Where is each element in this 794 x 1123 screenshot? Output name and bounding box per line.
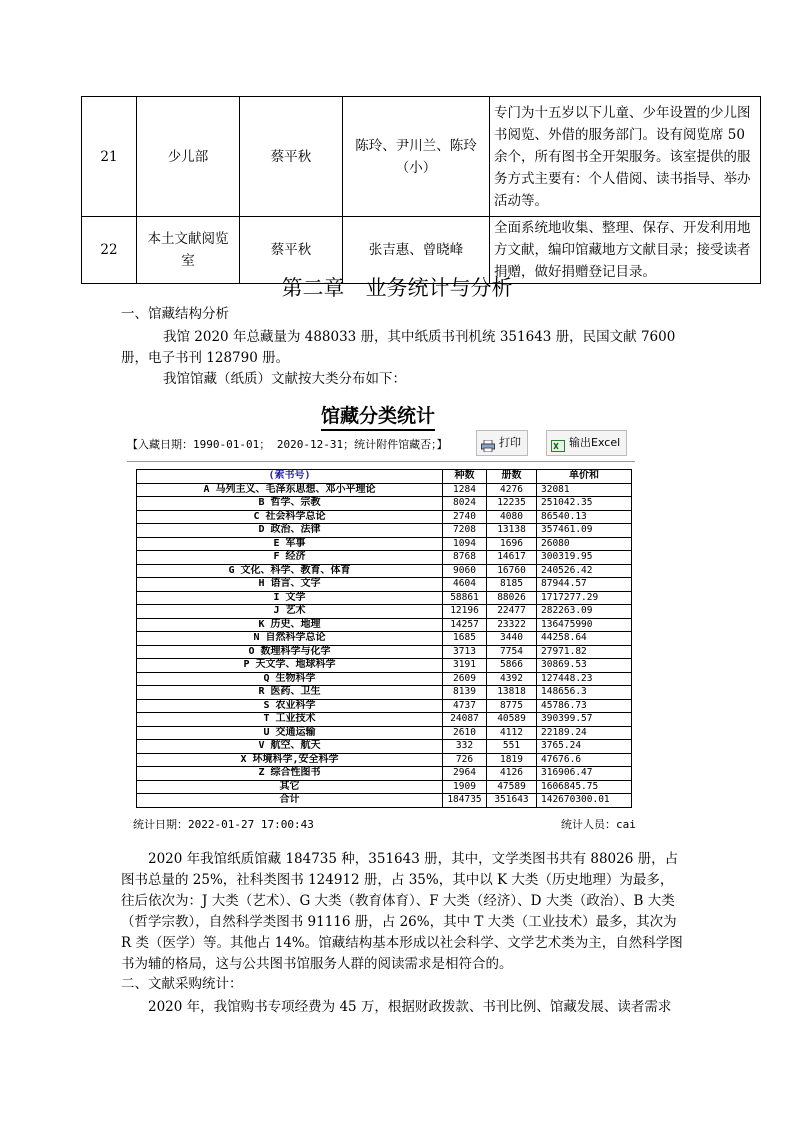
category-cell: H 语言、文字 xyxy=(137,578,443,592)
column-header-price-sum: 单价和 xyxy=(537,470,632,484)
table-row xyxy=(137,578,632,592)
category-cell: D 政治、法律 xyxy=(137,524,443,538)
row-number: 21 xyxy=(82,97,137,217)
category-cell: I 文学 xyxy=(137,591,443,605)
titles-cell: 1685 xyxy=(443,632,487,646)
excel-icon xyxy=(551,437,565,449)
department-staff: 陈玲、尹川兰、陈玲（小） xyxy=(343,97,490,217)
volumes-cell: 23322 xyxy=(487,618,537,632)
price-sum-cell: 148656.3 xyxy=(537,686,632,700)
price-sum-cell: 45786.73 xyxy=(537,699,632,713)
category-cell: 合计 xyxy=(137,794,443,808)
paragraph-analysis: 2020 年我馆纸质馆藏 184735 种，351643 册，其中，文学类图书共有 88026 册，占图书总量的 25%，社科类图书 124912 册，占 35%，其中以 K 大类（历史地理）为最多，往后依次为：J 大类（艺术）、G 大类（教育体育）、F 大类（经济）、D 大类（政治）、B 大类（哲学宗教），自然科学类图书 91116 册，占 26%，其中 T 大类（工业技术）最多，其次为 R 类（医学）等。其他占 14%。馆藏结构基本形成以社会科学、文学艺术类为主，自然科学图书为辅的格局，这与公共图书馆服务人群的阅读需求是相符合的。 xyxy=(121,851,683,972)
department-head: 蔡平秋 xyxy=(240,217,343,284)
table-row xyxy=(137,524,632,538)
price-sum-cell: 142670300.01 xyxy=(537,794,632,808)
titles-cell: 7208 xyxy=(443,524,487,538)
section-heading-2: 二、文献采购统计： xyxy=(121,976,243,992)
department-table xyxy=(81,96,761,284)
price-sum-cell: 390399.57 xyxy=(537,713,632,727)
column-header-call-number[interactable]: (索书号) xyxy=(137,470,443,484)
titles-cell: 12196 xyxy=(443,605,487,619)
table-row xyxy=(137,591,632,605)
table-row xyxy=(137,780,632,794)
price-sum-cell: 44258.64 xyxy=(537,632,632,646)
table-row xyxy=(137,699,632,713)
volumes-cell: 14617 xyxy=(487,551,537,565)
titles-cell: 332 xyxy=(443,740,487,754)
price-sum-cell: 136475990 xyxy=(537,618,632,632)
category-cell: 其它 xyxy=(137,780,443,794)
volumes-cell: 8185 xyxy=(487,578,537,592)
column-header-volumes: 册数 xyxy=(487,470,537,484)
price-sum-cell: 1717277.29 xyxy=(537,591,632,605)
table-row xyxy=(137,510,632,524)
volumes-cell: 13818 xyxy=(487,686,537,700)
table-row xyxy=(82,97,761,217)
volumes-cell: 7754 xyxy=(487,645,537,659)
category-cell: E 军事 xyxy=(137,537,443,551)
volumes-cell: 40589 xyxy=(487,713,537,727)
table-row xyxy=(137,713,632,727)
category-cell: A 马列主义、毛泽东思想、邓小平理论 xyxy=(137,483,443,497)
volumes-cell: 47589 xyxy=(487,780,537,794)
volumes-cell: 4080 xyxy=(487,510,537,524)
table-row xyxy=(137,726,632,740)
section-heading-1: 一、馆藏结构分析 xyxy=(121,306,229,322)
print-label: 打印 xyxy=(499,436,521,449)
statistics-date: 统计日期：2022-01-27 17:00:43 xyxy=(133,818,314,831)
classification-table xyxy=(136,469,632,808)
titles-cell: 24087 xyxy=(443,713,487,727)
category-cell: B 哲学、宗教 xyxy=(137,497,443,511)
volumes-cell: 4392 xyxy=(487,672,537,686)
titles-cell: 58861 xyxy=(443,591,487,605)
volumes-cell: 351643 xyxy=(487,794,537,808)
volumes-cell: 3440 xyxy=(487,632,537,646)
volumes-cell: 22477 xyxy=(487,605,537,619)
category-cell: X 环境科学,安全科学 xyxy=(137,753,443,767)
category-cell: F 经济 xyxy=(137,551,443,565)
table-header-row xyxy=(137,470,632,484)
statistics-person: 统计人员：cai xyxy=(561,818,636,831)
price-sum-cell: 86540.13 xyxy=(537,510,632,524)
category-cell: K 历史、地理 xyxy=(137,618,443,632)
print-button[interactable] xyxy=(476,430,528,456)
table-row xyxy=(137,618,632,632)
category-cell: O 数理科学与化学 xyxy=(137,645,443,659)
row-number: 22 xyxy=(82,217,137,284)
volumes-cell: 1819 xyxy=(487,753,537,767)
table-row xyxy=(137,767,632,781)
category-cell: P 天文学、地球科学 xyxy=(137,659,443,673)
table-row xyxy=(137,753,632,767)
price-sum-cell: 357461.09 xyxy=(537,524,632,538)
table-row xyxy=(137,686,632,700)
titles-cell: 9060 xyxy=(443,564,487,578)
volumes-cell: 4112 xyxy=(487,726,537,740)
table-row xyxy=(137,551,632,565)
department-head: 蔡平秋 xyxy=(240,97,343,217)
table-row xyxy=(137,740,632,754)
titles-cell: 8768 xyxy=(443,551,487,565)
price-sum-cell: 316906.47 xyxy=(537,767,632,781)
volumes-cell: 551 xyxy=(487,740,537,754)
titles-cell: 1284 xyxy=(443,483,487,497)
price-sum-cell: 240526.42 xyxy=(537,564,632,578)
price-sum-cell: 1606845.75 xyxy=(537,780,632,794)
category-cell: N 自然科学总论 xyxy=(137,632,443,646)
price-sum-cell: 47676.6 xyxy=(537,753,632,767)
titles-cell: 14257 xyxy=(443,618,487,632)
export-excel-button[interactable] xyxy=(546,430,627,456)
price-sum-cell: 3765.24 xyxy=(537,740,632,754)
divider xyxy=(127,461,635,462)
table-row xyxy=(137,483,632,497)
titles-cell: 3191 xyxy=(443,659,487,673)
price-sum-cell: 282263.09 xyxy=(537,605,632,619)
titles-cell: 1094 xyxy=(443,537,487,551)
price-sum-cell: 27971.82 xyxy=(537,645,632,659)
titles-cell: 2964 xyxy=(443,767,487,781)
volumes-cell: 4126 xyxy=(487,767,537,781)
category-cell: U 交通运输 xyxy=(137,726,443,740)
chapter-title: 第二章 业务统计与分析 xyxy=(281,276,513,300)
category-cell: Q 生物科学 xyxy=(137,672,443,686)
titles-cell: 3713 xyxy=(443,645,487,659)
export-label: 输出Excel xyxy=(569,436,621,449)
category-cell: C 社会科学总论 xyxy=(137,510,443,524)
price-sum-cell: 87944.57 xyxy=(537,578,632,592)
volumes-cell: 8775 xyxy=(487,699,537,713)
volumes-cell: 88026 xyxy=(487,591,537,605)
price-sum-cell: 127448.23 xyxy=(537,672,632,686)
table-row xyxy=(137,564,632,578)
titles-cell: 4604 xyxy=(443,578,487,592)
volumes-cell: 1696 xyxy=(487,537,537,551)
volumes-cell: 12235 xyxy=(487,497,537,511)
table-row xyxy=(137,672,632,686)
volumes-cell: 13138 xyxy=(487,524,537,538)
price-sum-cell: 32081 xyxy=(537,483,632,497)
table-row xyxy=(137,497,632,511)
price-sum-cell: 30869.53 xyxy=(537,659,632,673)
department-name: 少儿部 xyxy=(137,97,240,217)
paragraph-procurement: 2020 年，我馆购书专项经费为 45 万，根据财政拨款、书刊比例、馆藏发展、读者需求 xyxy=(148,999,672,1015)
titles-cell: 8139 xyxy=(443,686,487,700)
paragraph-intro: 我馆馆藏（纸质）文献按大类分布如下： xyxy=(163,371,406,387)
category-cell: Z 综合性图书 xyxy=(137,767,443,781)
titles-cell: 1909 xyxy=(443,780,487,794)
titles-cell: 184735 xyxy=(443,794,487,808)
titles-cell: 2609 xyxy=(443,672,487,686)
table-row xyxy=(137,632,632,646)
price-sum-cell: 300319.95 xyxy=(537,551,632,565)
category-cell: G 文化、科学、教育、体育 xyxy=(137,564,443,578)
table-row xyxy=(137,605,632,619)
table-row xyxy=(137,645,632,659)
paragraph-holdings: 我馆 2020 年总藏量为 488033 册，其中纸质书刊机统 351643 册，民国文献 7600 册，电子书刊 128790 册。 xyxy=(121,329,676,366)
category-cell: T 工业技术 xyxy=(137,713,443,727)
department-name: 本土文献阅览室 xyxy=(137,217,240,284)
department-staff: 张吉惠、曾晓峰 xyxy=(343,217,490,284)
date-range: 【入藏日期：1990-01-01； 2020-12-31；统计附件馆藏否；】 xyxy=(127,438,448,451)
titles-cell: 2740 xyxy=(443,510,487,524)
figure-title: 馆藏分类统计 xyxy=(321,403,435,431)
titles-cell: 8024 xyxy=(443,497,487,511)
volumes-cell: 5866 xyxy=(487,659,537,673)
table-row xyxy=(137,794,632,808)
table-row xyxy=(137,659,632,673)
titles-cell: 726 xyxy=(443,753,487,767)
category-cell: J 艺术 xyxy=(137,605,443,619)
volumes-cell: 16760 xyxy=(487,564,537,578)
column-header-titles: 种数 xyxy=(443,470,487,484)
department-description: 全面系统地收集、整理、保存、开发利用地方文献，编印馆藏地方文献目录；接受读者捐赠，做好捐赠登记目录。 xyxy=(490,217,761,284)
department-description: 专门为十五岁以下儿童、少年设置的少儿图书阅览、外借的服务部门。设有阅览席 50 余个，所有图书全开架服务。该室提供的服务方式主要有：个人借阅、读书指导、举办活动等。 xyxy=(490,97,761,217)
price-sum-cell: 22189.24 xyxy=(537,726,632,740)
titles-cell: 2610 xyxy=(443,726,487,740)
volumes-cell: 4276 xyxy=(487,483,537,497)
category-cell: S 农业科学 xyxy=(137,699,443,713)
table-row xyxy=(137,537,632,551)
printer-icon xyxy=(481,437,495,449)
category-cell: V 航空、航天 xyxy=(137,740,443,754)
price-sum-cell: 26080 xyxy=(537,537,632,551)
price-sum-cell: 251042.35 xyxy=(537,497,632,511)
category-cell: R 医药、卫生 xyxy=(137,686,443,700)
titles-cell: 4737 xyxy=(443,699,487,713)
